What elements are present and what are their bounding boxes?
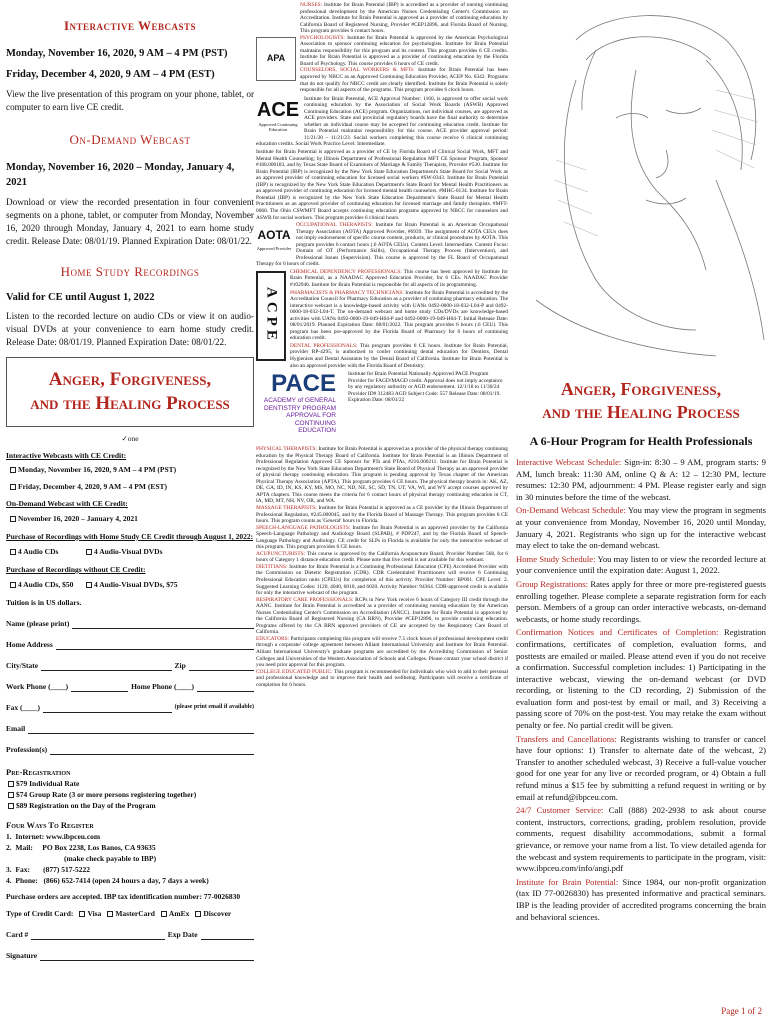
pace-block: PACE ACADEMY of GENERAL DENTISTRY PROGRAM APPROVAL FOR CONTINUING EDUCATION Institute for Brain Potential Nationally Approved PACE Program Provider for FAGD/MAGD credit. Approval does not imply acceptance by any regulatory authority or AGD endorsement. 12/1/18 to 11/30/24 Provider ID# 312483 AGD Subject Code: 557 Release Date: 08/01/19. Expiration Date: 08/01/22 <box>256 371 508 445</box>
option-dvds[interactable]: 4 Audio-Visual DVDs <box>86 546 163 557</box>
home-study-heading: Home Study Recordings <box>60 264 200 279</box>
checkbox-icon[interactable] <box>10 582 16 588</box>
educ-block: EDUCATORS: Participants completing this program will receive 7.5 clock hours of professional development credit through a corporate/ college agreement between Alliant International University and Institute for Brain Potential. Alliant International University's graduate programs are accredited by the Accrediting Commission of Senior Colleges and Universities of the Western Association of Schools and Colleges. Please contact your school district if you need prior approval for this program. <box>256 635 508 669</box>
purchase-ce-options <box>10 546 254 557</box>
acpe-logo: ACPE <box>256 271 286 361</box>
right-column <box>516 0 766 1024</box>
checkbox-icon[interactable] <box>10 516 16 522</box>
profession-field[interactable]: Profession(s) <box>6 744 254 755</box>
checkbox-icon[interactable] <box>10 484 16 490</box>
option-interactive-2[interactable]: Friday, December 4, 2020, 9 AM – 4 PM (EST) <box>10 481 254 492</box>
resp-block: RESPIRATORY CARE PROFESSIONALS: RCPs in New York receive 6 hours of Category III credit through the AANC. Institute for Brain Potential is accredited as a provider of continuing nursing education by the American Nurses Credentialing Center's Commission on Accreditation (ANCC). Institute for Brain Potential is approved by the California Board of Registered Nursing (CA BRN), Provider #CEP12896, to provide continuing education. Programs offered by the CA BRN approved providers of CE are accepted by the Respiratory Care Board of California. <box>256 596 508 636</box>
slp-block: SPEECH-LANGUAGE PATHOLOGISTS: Institute for Brain Potential is an approved provider by the California Speech-Language Pathology and Audiology Board (SLPAB), # PDP247, and by the Florida Board of Speech-Language Pathology and Audiology. CE credit for SLPs in Florida is available for only the interactive webcast of this program. This program provides 6 CE hours. <box>256 524 508 551</box>
option-interactive-1[interactable]: Monday, November 16, 2020, 9 AM – 4 PM (PST) <box>10 464 254 475</box>
price-group[interactable]: $74 Group Rate (3 or more persons registering together) <box>8 789 254 800</box>
name-field[interactable]: Name (please print) <box>6 618 254 629</box>
portrait-sketch <box>516 0 766 360</box>
home-study-valid: Valid for CE until August 1, 2022 <box>6 292 155 303</box>
middle-column <box>256 0 508 1024</box>
program-subtitle: A 6-Hour Program for Health Professionals <box>529 434 753 448</box>
city-zip-field[interactable]: City/State Zip <box>6 660 254 671</box>
way-phone: 4. Phone: (866) 652-7414 (open 24 hours a day, 7 days a week) <box>6 876 209 885</box>
right-content <box>516 378 766 925</box>
form-purchase-noce-heading: Purchase of Recordings without CE Credit: <box>6 565 146 574</box>
option-audio-cds-50[interactable]: 4 Audio CDs, $50 <box>10 579 86 590</box>
nurses-block: NURSES: Institute for Brain Potential (IBP) is accredited as a provider of nursing continuing professional development by the American Nurses Credentialing Center's Commission on Accreditation. Institute for Brain Potential is approved as a provider of continuing education by California Board of Registered Nursing, Provider #CEP12896, and Florida Board of Nursing. This program provides 6 contact hours. <box>300 2 508 35</box>
left-column <box>6 14 254 1024</box>
four-ways-heading: Four Ways To Register <box>6 820 94 830</box>
aota-logo: AOTA Approved Provider <box>256 228 292 252</box>
program-title-line-1: Anger, Forgiveness, <box>560 379 722 399</box>
accreditation-text <box>256 0 508 688</box>
checkbox-icon[interactable] <box>10 549 16 555</box>
way-fax: 3. Fax: (877) 517-5222 <box>6 865 90 874</box>
iw-schedule: Interactive Webcast Schedule: Sign-in: 8:30 – 9 AM, program starts: 9 AM, lunch break: 11:30 AM, online Q & A: 12 – 12:30 PM, lecture resumes: 12:30 PM, adjournment: 4 PM. Please register early and sign in 30 minutes before the time of the webcast. <box>516 457 766 502</box>
checkbox-icon[interactable] <box>8 792 14 798</box>
way-internet: 1. Internet: www.ibpceu.com <box>6 832 101 841</box>
way-mail: 2. Mail: PO Box 2238, Los Banos, CA 93635 <box>6 843 156 852</box>
email-field[interactable]: Email <box>6 723 254 734</box>
od-schedule: On-Demand Webcast Schedule: You may view the program in segments at your convenience from Monday, November 16, 2020 until Monday, January 4, 2021. Registrants who sign up for the interactive webcast may elect to take the on-demand webcast. <box>516 505 766 551</box>
college-block: COLLEGE EDUCATED PUBLIC: This program is recommended for individuals who wish to add to their personal and professional knowledge and to improve their health and wellbeing. Participants will receive a certificate of completion for 6 hours. <box>256 668 508 688</box>
acu-block: ACUPUNCTURISTS: This course is approved by the California Acupuncture Board, Provider Number 568, for 6 hours of Category 1 distance education credit. Please note that live credit is not available for this webcast. <box>256 550 508 564</box>
form-interactive-heading: Interactive Webcasts with CE Credit: <box>6 451 127 460</box>
tax-id-note: Purchase orders are accepted. IBP tax identification number: 77-0026830 <box>6 892 241 901</box>
hs-schedule: Home Study Schedule: You may listen to or view the recorded lecture at your convenience until the expiration date: August 1, 2022. <box>516 553 766 576</box>
address-field[interactable]: Home Address <box>6 639 254 650</box>
interactive-date-1: Monday, November 16, 2020, 9 AM – 4 PM (PST) <box>6 48 228 59</box>
ot-block: AOTA Approved Provider OCCUPATIONAL THERAPISTS: Institute for Brain Potential is an American Occupational Therapy Association (AOTA) Approved Provider, #6939. The assignment of AOTA CEUs does not imply endorsement of specific course content, products, or clinical procedures by AOTA. This program provides 6 contact hours (.6 AOTA CEUs). Content Level: Intermediate. Content Focus: Domain of OT (Performance Skills), Occupational Therapy Process (Intervention), and Professional Issues (Supervision). This course is approved by the FL Board of Occupational Therapy for 6 hours of credit. <box>256 222 508 268</box>
interactive-text: View the live presentation of this program on your phone, tablet, or computer to earn live CE credit. <box>6 89 254 112</box>
customer-service: 24/7 Customer Service: Call (888) 202-2938 to ask about course content, instructors, corrections, grading, problem resolution, provide comments, request disability accommodations, submit a formal grievance, or remove your name from a list. To view detailed agenda for the webcast and system requirements to participate in the program, visit: www.ibpceu.com/info/angi.pdf <box>516 805 766 874</box>
box-title-line-1: Anger, Forgiveness, <box>48 369 212 390</box>
card-type-row: Type of Credit Card: Visa MasterCard AmEx Discover <box>6 909 232 918</box>
checkbox-icon[interactable] <box>8 803 14 809</box>
on-demand-heading: On-Demand Webcast <box>69 132 191 147</box>
checkbox-icon[interactable] <box>8 781 14 787</box>
checkbox-icon[interactable] <box>86 582 92 588</box>
box-title-line-2: and the Healing Process <box>30 393 230 414</box>
option-on-demand[interactable]: November 16, 2020 – January 4, 2021 <box>10 513 254 524</box>
purchase-noce-options <box>10 579 254 590</box>
checkbox-icon[interactable] <box>161 911 167 917</box>
confirmation-notices: Confirmation Notices and Certificates of Completion: Registration confirmations, certificates of completion, evaluation forms, and posttests are emailed or mailed. Please attend even if you do not receive a confirmation. Successful completion includes: 1) Participating in the interactive webcast, viewing the on-demand webcast (or DVD recording, or listening to the CD recording, 2) Submission of the evaluation form and post-test by email or mail, and 3) Receiving a passing score of 70% on the post-test. You may retake the exam without penalty or fee. No partial credit will be given. <box>516 627 766 731</box>
page-number: Page 1 of 2 <box>721 1006 762 1016</box>
checkbox-icon[interactable] <box>79 911 85 917</box>
apa-logo: APA <box>256 37 296 81</box>
price-individual[interactable]: $79 Individual Rate <box>8 778 254 789</box>
interactive-date-2: Friday, December 4, 2020, 9 AM – 4 PM (EST) <box>6 69 215 80</box>
card-amex[interactable]: AmEx <box>161 908 189 919</box>
state-boards-block: Institute for Brain Potential is approved as a provider of CE by Florida Board of Clinical Social Work, MFT and Mental Health Counseling; by Illinois Department of Professional Regulation MFT CE Sponsor Program, Sponsor #168.000183, and by Texas State Board of Examiners of Marriage & Family Therapists, Provider #530. Institute for Brain Potential (IBP) is recognized by the New York State Education Department's State Board for Social Work as an approved provider of continuing education for licensed social workers #SW-0343. Institute for Brain Potential (IBP) is recognized by the New York State Education Department's State Board for Mental Health Practitioners as an approved provider of continuing education for licensed mental health counselors. #MHC-0134. Institute for Brain Potential (IBP) is recognized by the New York State Education Department's State Board for Mental Health Practitioners as an approved provider of continuing education for licensed marriage and family therapists. #MFT-0068. The Ohio CSWMFT Board accepts continuing education programs approved by NBCC for counselors and ASWB for social workers. This program provides 6 clinical hours. <box>256 149 508 221</box>
price-day-of[interactable]: $89 Registration on the Day of the Program <box>8 800 254 811</box>
ace-block: ACE Approved Continuing Education Institute for Brain Potential, ACE Approval Number: 1160, is approved to offer social work continuing education by the Association of Social Work Boards (ASWB) Approved Continuing Education (ACE) program. Organizations, not individual courses, are approved as ACE providers. State and provincial regulatory boards have the final authority to determine whether an individual course may be accepted for continuing education credit. Institute for Brain Potential maintains responsibility for this course. ACE provider approval period: 11/21/20 – 11/21/23. Social workers completing this course receive 6 clinical continuing education credits. Social Work Practice Level: Intermediate. <box>256 95 508 148</box>
checkbox-icon[interactable] <box>107 911 113 917</box>
check-one-label: ✓one <box>121 434 139 443</box>
signature-field[interactable]: Signature <box>6 950 254 961</box>
on-demand-text: Download or view the recorded presentation in four convenient segments on a phone, tablet, or computer from Monday, November 16, 2020 through Monday, January 4, 2021 to earn home study credit. Release Date: 08/01/19. Planned Expiration Date: 08/01/22. <box>6 197 254 246</box>
fax-field[interactable]: Fax (____) (please print email if available) <box>6 703 254 712</box>
registration-form <box>6 433 254 961</box>
interactive-webcasts-heading: Interactive Webcasts <box>63 18 197 33</box>
option-audio-cds[interactable]: 4 Audio CDs <box>10 546 86 557</box>
home-study-text: Listen to the recorded lecture on audio CDs or view it on audio-visual DVDs at your convenience to earn home study credit. Release Date: 08/01/19. Planned Expiration Date: 08/01/22. <box>6 311 254 347</box>
card-visa[interactable]: Visa <box>79 908 101 919</box>
dental-block: DENTAL PROFESSIONALS: This program provides 6 CE hours. Institute for Brain Potential, provider RP-4295, is authorized to confer continuing dental education for Dentists, Dental Hygienists and Dental Assistants by the Dental Board of California. Institute for Brain Potential is also an approved provider with the Florida Board of Dentistry. <box>290 342 508 369</box>
option-dvds-75[interactable]: 4 Audio-Visual DVDs, $75 <box>86 579 178 590</box>
psych-block: APA PSYCHOLOGISTS: Institute for Brain Potential is approved by the American Psychological Association to sponsor continuing education for psychologists. Institute for Brain Potential maintains responsibility for this program and its content. This program provides 6 CE credits. Institute for Brain Potential is approved as a provider of continuing education by the Florida Board of Psychology. This course provides 6 hours of CE credit. <box>256 35 508 68</box>
checkbox-icon[interactable] <box>10 467 16 473</box>
ace-logo: ACE Approved Continuing Education <box>256 98 300 132</box>
checkbox-icon[interactable] <box>195 911 201 917</box>
pt-block: PHYSICAL THERAPISTS: Institute for Brain Potential is approved as a provider of the physical therapy continuing education by the Physical Therapy Board of California. Institute for Brain Potential is an Illinois Department of Professional Regulation Approved CE Sponsor for PTs and PTAs, #216.000211. Institute for Brain Potential is recognized by the New York State Education Department's State Board of Physical Therapy as an approved provider of physical therapy continuing education. This program is pending approval by Texas chapter of the American Physical Therapy Association (APTA). This program provides 6 CE hours. The physical therapy boards in: AK, AZ, DE, GA, ID, IN, KS, KY, MS, MO, NC, ND, NE, SC, SD, TN, UT, VA, WI, and WY accept courses approved by APTA chapters. This course meets the criteria for 6 contact hours of physical therapy continuing education in CT, IA, MD, MT, NH, NV, OR, and WA. <box>256 446 508 505</box>
checkbox-icon[interactable] <box>86 549 92 555</box>
pace-logo: PACE ACADEMY of GENERAL DENTISTRY PROGRAM APPROVAL FOR CONTINUING EDUCATION <box>263 370 336 435</box>
social-block: COUNSELORS, SOCIAL WORKERS & MFTs: Institute for Brain Potential has been approved by NBCC as an Approved Continuing Education Provider, ACEP No. 6342. Programs that do not qualify for NBCC credit are clearly identified. Institute for Brain Potential is solely responsible for all aspects of the programs. This program provides 6 clock hours. <box>300 67 508 94</box>
card-mastercard[interactable]: MasterCard <box>107 908 155 919</box>
form-purchase-ce-heading: Purchase of Recordings with Home Study CE Credit through August 1, 2022: <box>6 532 254 541</box>
form-on-demand-heading: On-Demand Webcast with CE Credit: <box>6 499 128 508</box>
phone-fields[interactable]: Work Phone (____) Home Phone (____) <box>6 681 254 692</box>
diet-block: DIETITIANS: Institute for Brain Potential is a Continuing Professional Education (CPE) Accredited Provider with the Commission on Dietetic Registration (CDR). CDR Credentialed Practitioners will receive 6 Continuing Professional Education units (CPEUs) for completion of this activity. Provider Number: BP001. CPE Level: 2. Suggested Learning Codes: 1120, 4040, 6010, and 6020. Activity Number: 94364. CDR-approved credit is available for only the interactive webcast of the program. <box>256 563 508 597</box>
group-registrations: Group Registrations: Rates apply for three or more pre-registered guests enrolling together. Please complete a separate registration form for each person. Members of a group can order interactive webcasts, on-demand webcasts, or home study recordings. <box>516 578 766 624</box>
on-demand-date: Monday, November 16, 2020 – Monday, January 4, 2021 <box>6 162 235 188</box>
way-mail-note: (make check payable to IBP) <box>64 854 157 863</box>
massage-block: MASSAGE THERAPISTS: Institute for Brain Potential is approved as a CE provider by the Illinois Department of Professional Regulation, #245.000045, and by the Florida Board of Massage Therapy. This program provides 6 CE hours. This program counts as 'General' hours in Florida. <box>256 505 508 525</box>
ibp-description: Institute for Brain Potential: Since 1984, our non-profit organization (tax ID 77-0026830) has presented informative and practical seminars. IBP is the leading provider of accredited programs concerning the brain and behavioral sciences. <box>516 876 766 922</box>
card-number-field[interactable]: Card # Exp Date <box>6 929 254 940</box>
tuition-note: Tuition is in US dollars. <box>6 598 82 607</box>
card-discover[interactable]: Discover <box>195 908 231 919</box>
program-title-line-2: and the Healing Process <box>542 402 740 422</box>
transfers-cancellations: Transfers and Cancellations: Registrants wishing to transfer or cancel have four options: 1) Transfer to alternate date of the webcast, 2) Transfer to another scheduled webcast, 3) Receive a full-value voucher good for one year for any live or recorded program, or 4) Obtain a full refund minus a $15 fee by submitting a refund request in writing or by email at refund@ibpceu.com. <box>516 733 766 802</box>
registration-title-box <box>6 357 254 427</box>
pre-registration-heading: Pre-Registration <box>6 767 71 777</box>
chem-block: ACPE CHEMICAL DEPENDENCY PROFESSIONALS: This course has been approved by Institute for Brain Potential, as a NAADAC Approved Education Provider, for 6 CEs. NAADAC Provider #102946. Institute for Brain Potential is responsible for all aspects of its programming. PHARMACISTS & PHARMACY TECHNICIANS: Institute for Brain Potential is accredited by the Accreditation Council for Pharmacy Education as a provider of continuing pharmacy education. The interactive webcast is a knowledge-based activity with UANs 0492-0000-18-032-L04-P and 0492-0000-18-032-L04-T. The on-demand webcast and home study CDs/DVDs are knowledge-based activities with UANs 0492-0000-19-049-H04-P and 0492-0000-19-049-H04-T. Initial Release Date: 08/01/2019. Planned Expiration Date: 08/01/2022. This program provides 6 hours (.6 CEU). This program has been pre-approved by the Florida Board of Pharmacy for 6 hours of continuing education credit. <box>256 269 508 342</box>
